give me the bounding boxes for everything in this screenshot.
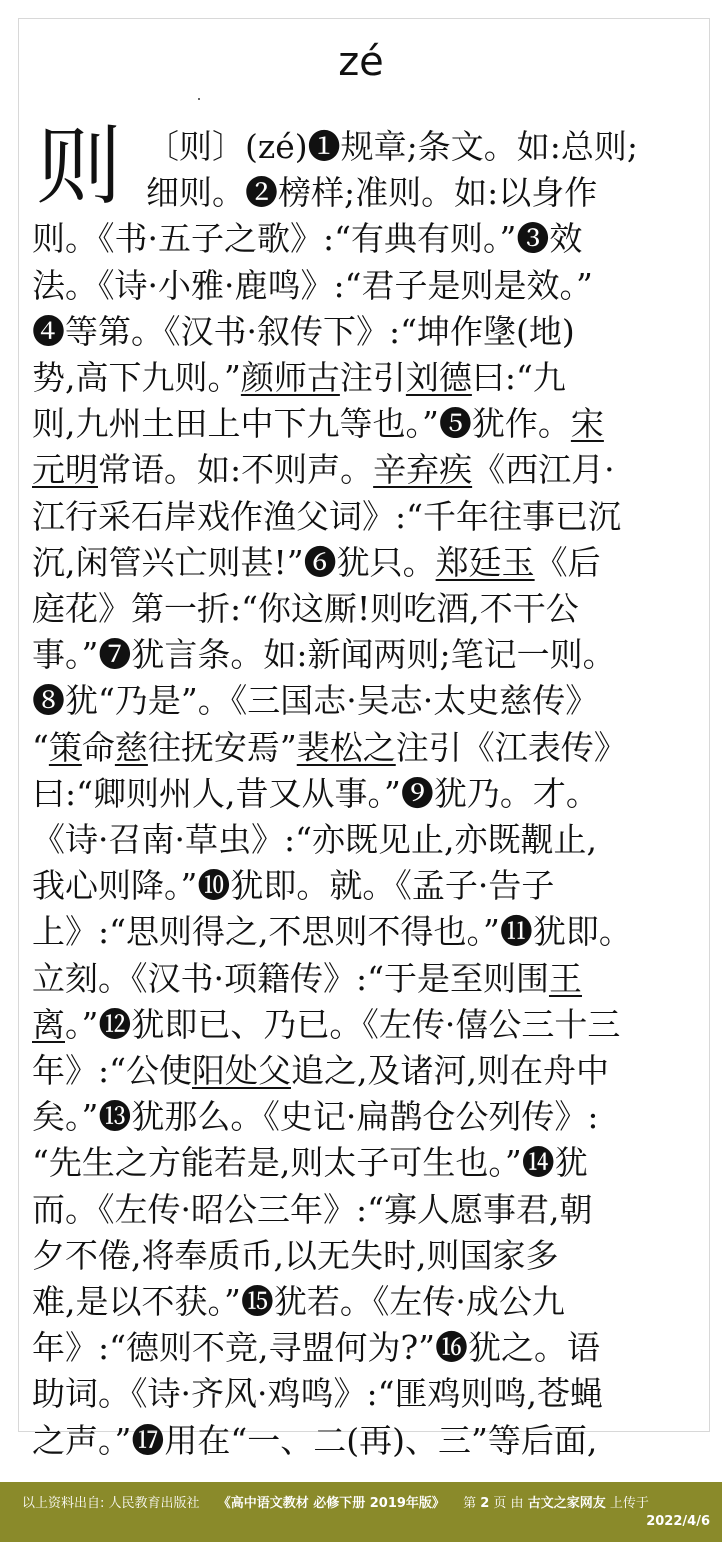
proper-name: 刘德 [405, 358, 472, 397]
entry-line [32, 355, 566, 401]
footer-uploader: 古文之家网友 [527, 1496, 606, 1511]
entry-text-segment: 夕不倦,将奉质币,以无失时,则国家多 [32, 1235, 559, 1275]
entry-line [32, 1002, 620, 1048]
entry-line [32, 909, 632, 955]
entry-text-segment: 而。《左传·昭公三年》:“寡人愿事君,朝 [32, 1189, 593, 1229]
entry-line [32, 1371, 603, 1417]
entry-text-segment: ❹等第。《汉书·叙传下》:“坤作墬(地) [32, 311, 575, 351]
entry-text-segment: 年》:“德则不竞,寻盟何为?”⓰犹之。语 [32, 1328, 601, 1368]
entry-line [32, 863, 554, 909]
entry-text-segment: ❽犹“乃是”。《三国志·吴志·太史慈传》 [32, 681, 599, 721]
entry-line [32, 632, 616, 678]
entry-line [32, 678, 598, 724]
source-footer [0, 1482, 722, 1542]
entry-text-segment: 《后 [534, 542, 601, 582]
entry-text-segment: 助词。《诗·齐风·鸡鸣》:“匪鸡则鸣,苍蝇 [32, 1374, 603, 1414]
entry-line [32, 1233, 558, 1279]
entry-text-segment: 。”⓬犹即已、乃已。《左传·僖公三十三 [65, 1004, 621, 1044]
entry-text-segment: “ [32, 727, 49, 767]
scan-speck [198, 98, 200, 100]
entry-text-segment: 势,高下九则。” [32, 358, 241, 397]
proper-name: 颜师古 [240, 358, 340, 397]
footer-upload-suffix: 上传于 [609, 1496, 649, 1511]
proper-name: 策 [48, 727, 82, 767]
entry-line [32, 817, 597, 863]
entry-line [32, 1279, 565, 1325]
footer-book-title: 《高中语文教材 必修下册 2019年版》 [217, 1496, 445, 1511]
footer-source-label: 以上资料出自: [22, 1496, 105, 1511]
entry-line [32, 1187, 592, 1233]
proper-name: 裴松之 [296, 727, 396, 767]
entry-text-segment: 注引《江表传》 [395, 727, 627, 767]
entry-text-segment: 法。《诗·小雅·鹿鸣》:“君子是则是效。” [32, 265, 593, 305]
proper-name: 元明 [32, 450, 98, 490]
entry-line [32, 447, 615, 493]
entry-text-segment: 往抚安焉” [147, 727, 297, 767]
entry-text-segment: 〔则〕(zé)❶规章;条文。如:总则; [146, 127, 639, 166]
footer-page-number: 2 [480, 1496, 490, 1511]
entry-line [32, 1094, 598, 1140]
entry-line [32, 494, 621, 540]
entry-line [32, 1418, 597, 1464]
entry-text-segment: 曰:“卿则州人,昔又从事。”❾犹乃。才。 [32, 773, 599, 813]
entry-line [32, 263, 593, 309]
entry-line [32, 401, 604, 447]
entry-text-segment: 难,是以不获。”⓯犹若。《左传·成公九 [32, 1282, 565, 1321]
entry-line [32, 586, 579, 632]
pinyin-heading: zé [338, 39, 384, 85]
footer-line-1 [22, 1492, 649, 1511]
entry-text-segment: 庭花》第一折:“你这厮!则吃酒,不干公 [32, 589, 579, 628]
proper-name: 郑廷玉 [435, 542, 535, 582]
entry-line [32, 725, 627, 771]
entry-line [32, 309, 575, 355]
entry-line [32, 216, 582, 262]
proper-name: 离 [32, 1004, 65, 1044]
entry-text-segment: 常语。如:不则声。 [98, 450, 374, 490]
entry-text-segment: 命 [81, 727, 115, 767]
proper-name: 辛弃疾 [373, 450, 473, 490]
entry-text-segment: 上》:“思则得之,不思则不得也。”⓫犹即。 [32, 912, 632, 952]
entry-text-segment: 沉,闲管兴亡则甚!”❻犹只。 [32, 542, 436, 582]
footer-date: 2022/4/6 [646, 1514, 710, 1529]
entry-line [32, 1325, 600, 1371]
proper-name: 阳处父 [192, 1051, 291, 1090]
proper-name: 宋 [570, 404, 604, 444]
entry-line [32, 1140, 588, 1186]
entry-text-segment: 注引 [339, 358, 406, 397]
entry-text-segment: 则。《书·五子之歌》:“有典有则。”❸效 [32, 219, 583, 259]
entry-line [146, 170, 597, 216]
entry-text-segment: 年》:“公使 [32, 1051, 192, 1090]
entry-line [146, 124, 638, 170]
entry-line [32, 771, 599, 817]
headword-character: 则 [36, 117, 122, 217]
entry-text-segment: 则,九州土田上中下九等也。”❺犹作。 [32, 404, 571, 444]
entry-text-segment: 之声。”⓱用在“一、二(再)、三”等后面, [32, 1420, 598, 1460]
entry-text-segment: 事。”❼犹言条。如:新闻两则;笔记一则。 [32, 635, 616, 675]
entry-line [32, 956, 582, 1002]
footer-page-suffix: 页 由 [493, 1496, 524, 1511]
entry-text-segment: “先生之方能若是,则太子可生也。”⓮犹 [32, 1143, 588, 1183]
entry-text-segment: 江行采石岸戏作渔父词》:“千年往事已沉 [32, 496, 621, 536]
entry-text-segment: 追之,及诸河,则在舟中 [291, 1051, 609, 1090]
entry-text-segment: 细则。❷榜样;准则。如:以身作 [146, 173, 598, 213]
footer-publisher: 人民教育出版社 [108, 1496, 200, 1511]
entry-text-segment: 我心则降。”❿犹即。就。《孟子·告子 [32, 866, 555, 906]
entry-line [32, 1048, 609, 1094]
proper-name: 慈 [114, 727, 148, 767]
entry-text-segment: 立刻。《汉书·项籍传》:“于是至则围 [32, 958, 549, 998]
footer-page-prefix: 第 [463, 1496, 477, 1511]
entry-text-segment: 《西江月· [472, 450, 615, 490]
proper-name: 王 [548, 958, 582, 998]
entry-text-segment: 曰:“九 [471, 358, 566, 397]
entry-text-segment: 《诗·召南·草虫》:“亦既见止,亦既觏止, [32, 820, 597, 859]
entry-line [32, 540, 601, 586]
entry-text-segment: 矣。”⓭犹那么。《史记·扁鹊仓公列传》: [32, 1097, 599, 1137]
